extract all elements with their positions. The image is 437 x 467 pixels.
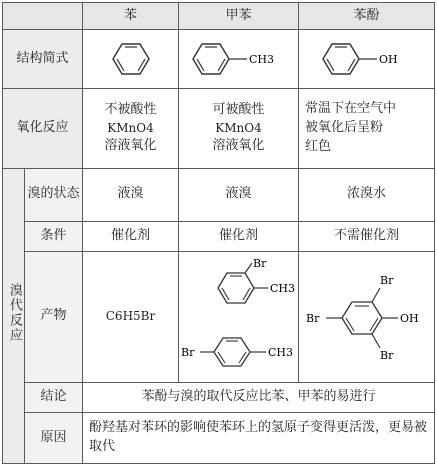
condition-label: 条件 xyxy=(25,221,83,252)
bromotoluene-structures xyxy=(180,258,298,376)
phenol-oh-label: OH xyxy=(378,53,398,67)
ortho-ch3-label: CH3 xyxy=(269,281,295,295)
ortho-br-label: Br xyxy=(252,257,266,270)
tribromophenol-structure xyxy=(302,262,432,372)
oxidation-phenol-line2: 被氧化后呈粉 xyxy=(305,120,384,136)
oxidation-phenol-line1: 常温下在空气中 xyxy=(305,101,397,117)
reason-row xyxy=(3,413,435,464)
tribromo-br-left: Br xyxy=(305,311,319,325)
product-benzene: C6H5Br xyxy=(83,252,179,382)
condition-toluene: 催化剂 xyxy=(179,221,299,252)
oxidation-benzene-line2: KMnO4 xyxy=(107,120,154,135)
phenol-ring-diagram xyxy=(311,37,423,81)
phenol-structure xyxy=(299,30,435,89)
para-ch3-label: CH3 xyxy=(267,345,293,359)
substitution-label-text: 溴代反应 xyxy=(6,282,22,343)
para-br-label: Br xyxy=(180,345,194,359)
structure-label: 结构简式 xyxy=(3,30,83,89)
condition-row xyxy=(3,221,435,252)
oxidation-benzene-line3: 溶液氧化 xyxy=(104,138,157,154)
oxidation-toluene-line2: KMnO4 xyxy=(215,120,262,135)
conclusion-label: 结论 xyxy=(25,382,83,413)
state-phenol: 浓溴水 xyxy=(299,168,435,221)
state-label: 溴的状态 xyxy=(25,168,83,221)
benzene-structure xyxy=(83,30,179,89)
oxidation-phenol xyxy=(299,89,435,168)
oxidation-toluene-line3: 溶液氧化 xyxy=(212,138,265,154)
condition-phenol: 不需催化剂 xyxy=(299,221,435,252)
tribromo-oh-label: OH xyxy=(399,311,419,325)
oxidation-phenol-line3: 红色 xyxy=(305,139,332,155)
state-benzene: 液溴 xyxy=(83,168,179,221)
condition-benzene: 催化剂 xyxy=(83,221,179,252)
product-phenol xyxy=(299,252,435,382)
toluene-ring-diagram xyxy=(183,37,295,81)
state-row xyxy=(3,168,435,221)
header-phenol: 苯酚 xyxy=(299,3,435,30)
tribromo-br-top: Br xyxy=(379,273,393,287)
comparison-table xyxy=(2,2,435,464)
tribromo-br-bottom: Br xyxy=(379,348,393,362)
oxidation-label: 氧化反应 xyxy=(3,89,83,168)
oxidation-toluene xyxy=(179,89,299,168)
oxidation-row xyxy=(3,89,435,168)
benzene-ring-diagram xyxy=(91,37,171,81)
conclusion-row xyxy=(3,382,435,413)
product-label: 产物 xyxy=(25,252,83,382)
reason-text: 酚羟基对苯环的影响使苯环上的氢原子变得更活泼，更易被取代 xyxy=(83,413,435,464)
toluene-ch3-label: CH3 xyxy=(248,53,274,67)
product-row xyxy=(3,252,435,382)
oxidation-benzene-line1: 不被酸性 xyxy=(104,102,157,118)
toluene-structure xyxy=(179,30,299,89)
oxidation-toluene-line1: 可被酸性 xyxy=(212,102,265,118)
conclusion-text: 苯酚与溴的取代反应比苯、甲苯的易进行 xyxy=(83,382,435,413)
header-corner xyxy=(3,3,83,30)
product-toluene xyxy=(179,252,299,382)
oxidation-benzene xyxy=(83,89,179,168)
header-benzene: 苯 xyxy=(83,3,179,30)
structure-row xyxy=(3,30,435,89)
reason-label: 原因 xyxy=(25,413,83,464)
header-row xyxy=(3,3,435,30)
substitution-label xyxy=(3,168,25,463)
header-toluene: 甲苯 xyxy=(179,3,299,30)
state-toluene: 液溴 xyxy=(179,168,299,221)
